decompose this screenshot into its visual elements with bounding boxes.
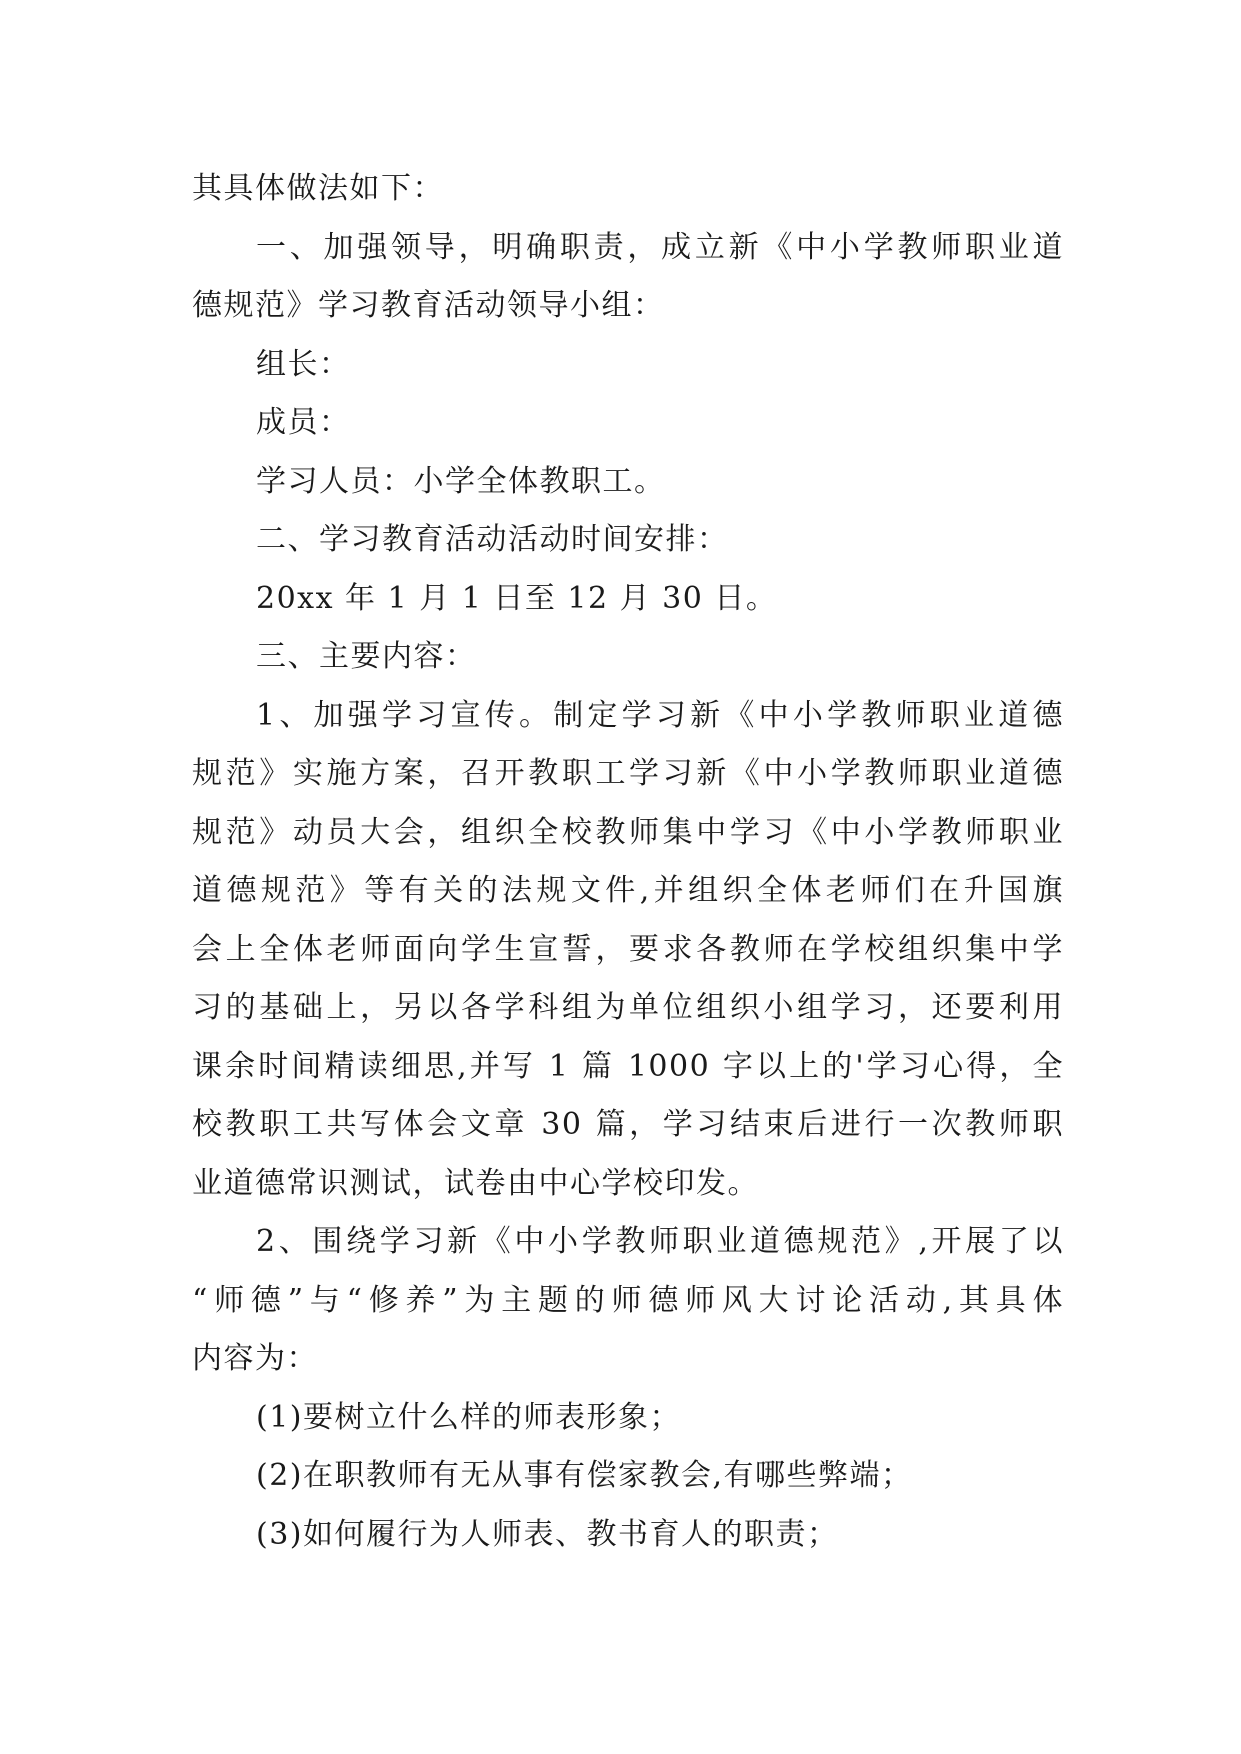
text-line: 学习人员：小学全体教职工。: [256, 463, 666, 499]
text-line: 2、围绕学习新《中小学教师职业道德规范》,开展了以: [256, 1224, 1064, 1259]
text-line: 成员：: [256, 405, 351, 440]
text-line: 三、主要内容：: [256, 639, 477, 674]
text-line: 一、加强领导，明确职责，成立新《中小学教师职业道: [256, 229, 1064, 265]
text-line: 规范》实施方案，召开教职工学习新《中小学教师职业道德: [192, 756, 1064, 791]
text-line: 规范》动员大会，组织全校教师集中学习《中小学教师职业: [192, 814, 1064, 850]
text-line: 二、学习教育活动活动时间安排：: [256, 522, 729, 557]
text-line: 组长：: [256, 346, 351, 382]
text-line: 内容为：: [192, 1341, 318, 1376]
text-line: (1)要树立什么样的师表形象；: [256, 1399, 681, 1435]
text-line: (2)在职教师有无从事有偿家教会,有哪些弊端；: [256, 1458, 913, 1493]
text-line: 德规范》学习教育活动领导小组：: [192, 288, 665, 323]
text-line: 道德规范》等有关的法规文件,并组织全体老师们在升国旗: [192, 873, 1064, 908]
text-line: 1、加强学习宣传。制定学习新《中小学教师职业道德: [256, 697, 1064, 733]
text-line: 习的基础上，另以各学科组为单位组织小组学习，还要利用: [192, 990, 1064, 1025]
text-line: 会上全体老师面向学生宣誓，要求各教师在学校组织集中学: [192, 931, 1064, 967]
text-line: 校教职工共写体会文章 30 篇，学习结束后进行一次教师职: [192, 1107, 1064, 1142]
text-line: 课余时间精读细思,并写 1 篇 1000 字以上的'学习心得，全: [192, 1048, 1064, 1084]
text-line: (3)如何履行为人师表、教书育人的职责；: [256, 1516, 839, 1552]
text-line: “师德”与“修养”为主题的师德师风大讨论活动,其具体: [192, 1282, 1064, 1318]
text-line: 其具体做法如下：: [192, 171, 444, 206]
document-body: [192, 160, 1064, 1564]
text-line: 20xx 年 1 月 1 日至 12 月 30 日。: [256, 580, 778, 616]
text-line: 业道德常识测试，试卷由中心学校印发。: [192, 1165, 759, 1201]
